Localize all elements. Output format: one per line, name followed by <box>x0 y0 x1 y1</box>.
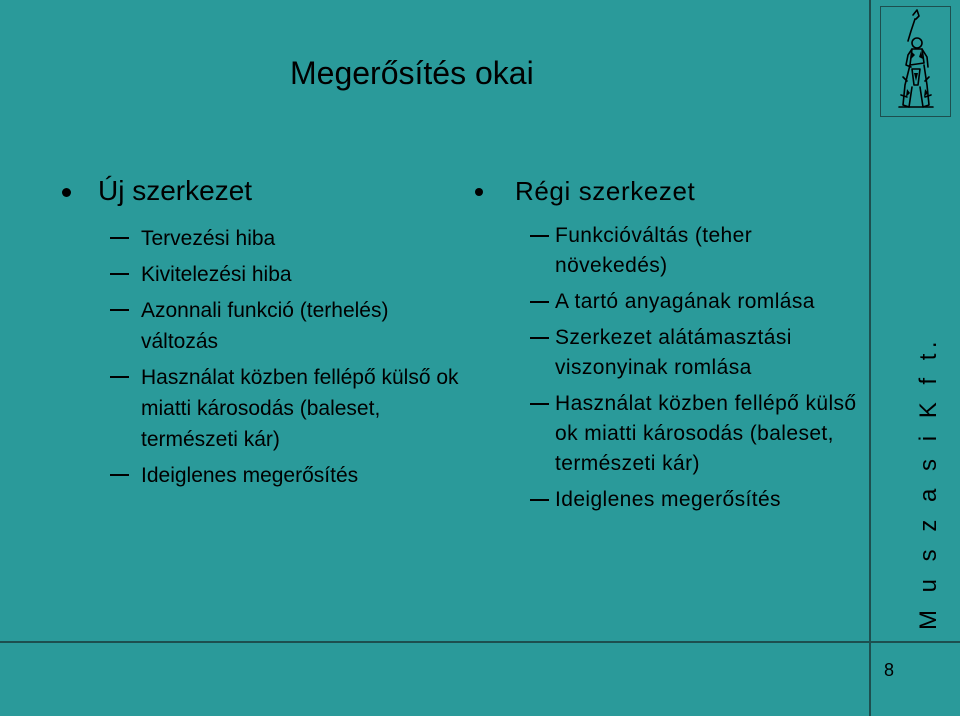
dash-icon <box>530 235 549 237</box>
right-heading-text: Régi szerkezet <box>515 176 696 206</box>
left-item-list <box>62 223 462 491</box>
list-item <box>62 259 462 290</box>
dash-icon <box>530 403 549 405</box>
list-item <box>62 223 462 254</box>
footer-band <box>0 641 960 716</box>
list-item-text: Használat közben fellépő külső ok miatti károsodás (baleset, természeti kár) <box>555 392 857 475</box>
list-item-text: Ideiglenes megerősítés <box>555 488 781 511</box>
list-item-text: Kivitelezési hiba <box>141 263 292 286</box>
page-number: 8 <box>884 660 895 680</box>
statue-figure-icon <box>881 7 950 116</box>
dash-icon <box>530 337 549 339</box>
list-item-text: Funkcióváltás (teher növekedés) <box>555 224 753 277</box>
company-brand-vertical: M u s z a s i K f t. <box>915 335 942 630</box>
dash-icon <box>530 301 549 303</box>
list-item-text: Azonnali funkció (terhelés) változás <box>141 299 389 353</box>
logo <box>880 6 951 117</box>
left-heading <box>62 175 462 207</box>
dash-icon <box>110 237 129 239</box>
left-heading-text: Új szerkezet <box>98 175 253 206</box>
list-item <box>475 221 865 281</box>
list-item <box>475 323 865 383</box>
dash-icon <box>110 273 129 275</box>
list-item-text: Szerkezet alátámasztási viszonyinak romlása <box>555 326 792 379</box>
dash-icon <box>110 474 129 476</box>
dash-icon <box>110 376 129 378</box>
list-item-text: Tervezési hiba <box>141 227 276 250</box>
bullet-icon <box>62 188 71 197</box>
list-item-text: Ideiglenes megerősítés <box>141 464 359 487</box>
list-item <box>62 295 462 357</box>
list-item-text: Használat közben fellépő külső ok miatti károsodás (baleset, természeti kár) <box>141 366 459 451</box>
list-item <box>475 287 865 317</box>
list-item <box>475 485 865 515</box>
slide-title: Megerősítés okai <box>290 55 534 91</box>
footer-divider <box>869 641 871 716</box>
left-column <box>62 175 462 496</box>
bullet-icon <box>475 188 483 196</box>
right-heading <box>475 176 865 207</box>
list-item <box>62 362 462 455</box>
dash-icon <box>110 309 129 311</box>
list-item <box>62 460 462 491</box>
list-item-text: A tartó anyagának romlása <box>555 290 815 313</box>
right-item-list <box>475 221 865 515</box>
list-item <box>475 389 865 479</box>
dash-icon <box>530 499 549 501</box>
right-column <box>475 176 865 521</box>
